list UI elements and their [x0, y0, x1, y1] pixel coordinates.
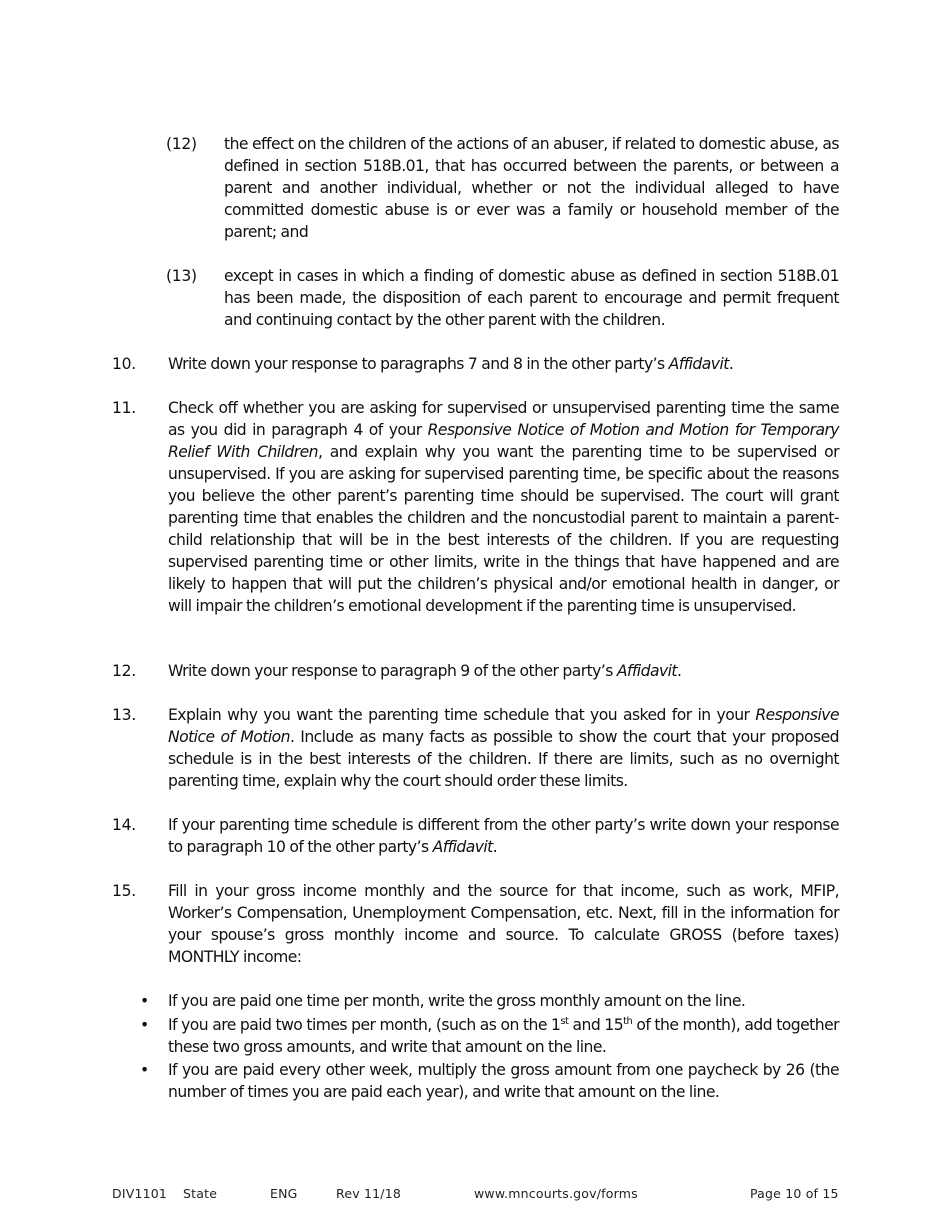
italic-text-run: Affidavit: [668, 355, 729, 373]
paragraph-number: 11.: [112, 399, 136, 417]
footer-form-id: DIV1101: [112, 1186, 168, 1201]
text-run: , and explain why you want the parenting time to be supervised or unsupervised. If you are asking for supervised parenting time, be specific about the reasons you believe the other parent’s parenting time should be supervised. The court will grant parenting time that enables the children and the noncustodial parent to maintain a parent-child relationship that will be in the best interests of the children. If you are requesting supervised parenting time or other limits, write in the things that have happened and are likely to happen that will put the children’s physical and/or emotional health in danger, or will impair the children’s emotional development if the parenting time is unsupervised.: [168, 443, 839, 615]
text-run: Explain why you want the parenting time schedule that you asked for in your: [168, 706, 756, 724]
bullet-icon: •: [140, 1016, 150, 1034]
paragraph-number: 14.: [112, 816, 136, 834]
footer-revision: Rev 11/18: [336, 1186, 402, 1201]
paragraph-text: Fill in your gross income monthly and the source for that income, such as work, MFIP, Worker’s Compensation, Unemployment Compensation, etc. Next, fill in the information for your spouse’s gross monthly income and source. To calculate GROSS (before taxes) MONTHLY income:: [168, 882, 839, 966]
superscript: th: [623, 1016, 633, 1027]
bullet-item: If you are paid every other week, multiply the gross amount from one paycheck by 26 (the number of times you are paid each year), and write that amount on the line.: [168, 1061, 839, 1101]
footer-state: State: [183, 1186, 218, 1201]
text-run: and 15: [568, 1016, 624, 1034]
text-run: If your parenting time schedule is different from the other party’s write down your response to paragraph 10 of the other party’s: [168, 816, 839, 856]
italic-text-run: Responsive Notice of Motion: [168, 706, 839, 746]
paragraph-number: 15.: [112, 882, 136, 900]
text-run: Check off whether you are asking for supervised or unsupervised parenting time the same as you did in paragraph 4 of your: [168, 399, 839, 439]
bullet-icon: •: [140, 1061, 150, 1079]
text-run: Write down your response to paragraph 9 of the other party’s: [168, 662, 617, 680]
italic-text-run: Affidavit: [432, 838, 493, 856]
item-number: (13): [166, 267, 197, 285]
paragraph-text: [168, 814, 839, 858]
paragraph-text: [168, 397, 839, 617]
italic-text-run: Responsive Notice of Motion and Motion for Temporary Relief With Children: [168, 421, 839, 461]
text-run: of the month), add together these two gross amounts, and write that amount on the line.: [168, 1016, 839, 1056]
italic-text-run: Affidavit: [616, 662, 677, 680]
paragraph-text: [168, 353, 839, 375]
text-run: If you are paid two times per month, (such as on the 1: [168, 1016, 561, 1034]
item-number: (12): [166, 135, 197, 153]
bullet-item: If you are paid one time per month, write the gross monthly amount on the line.: [168, 992, 746, 1010]
superscript: st: [560, 1016, 569, 1027]
text-run: Write down your response to paragraphs 7 and 8 in the other party’s: [168, 355, 669, 373]
footer-url: www.mncourts.gov/forms: [474, 1186, 638, 1201]
text-run: . Include as many facts as possible to show the court that your proposed schedule is in the best interests of the children. If there are limits, such as no overnight parenting time, explain why the court should order these limits.: [168, 728, 839, 790]
item-text: the effect on the children of the actions of an abuser, if related to domestic abuse, as defined in section 518B.01, that has occurred between the parents, or between a parent and another individual, whether or not the individual alleged to have committed domestic abuse is or ever was a family or household member of the parent; and: [224, 135, 839, 241]
paragraph-text: [168, 660, 839, 682]
text-run: .: [728, 355, 734, 373]
footer-page-number: Page 10 of 15: [750, 1186, 839, 1201]
paragraph-number: 13.: [112, 706, 136, 724]
paragraph-text: [168, 704, 839, 792]
footer-language: ENG: [270, 1186, 298, 1201]
paragraph-number: 10.: [112, 355, 136, 373]
text-run: .: [492, 838, 498, 856]
item-text: except in cases in which a finding of domestic abuse as defined in section 518B.01 has been made, the disposition of each parent to encourage and permit frequent and continuing contact by the other parent with the children.: [224, 267, 839, 329]
bullet-item: [168, 1014, 839, 1058]
paragraph-number: 12.: [112, 662, 136, 680]
text-run: .: [676, 662, 682, 680]
bullet-icon: •: [140, 992, 150, 1010]
